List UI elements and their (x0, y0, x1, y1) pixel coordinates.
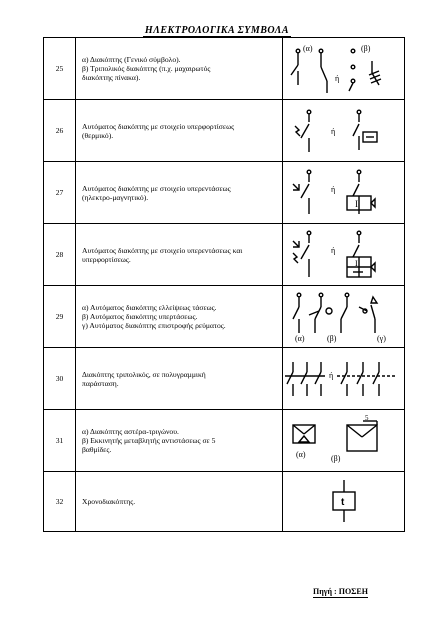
table-row (44, 162, 405, 224)
table-row (44, 286, 405, 348)
table-row (44, 38, 405, 100)
svg-text:ή: ή (330, 245, 335, 255)
svg-text:t: t (340, 496, 344, 508)
table-row (44, 410, 405, 472)
svg-text:I: I (354, 258, 358, 268)
table-row (44, 100, 405, 162)
row-number: 30 (44, 348, 76, 410)
svg-text:5: 5 (364, 413, 368, 422)
row-description: Αυτόματος διακόπτης με στοιχείο υπερφορτίσεως (θερμικό). (76, 100, 283, 162)
row-description: α) Αυτόματος διακόπτης ελλείψεως τάσεως. β) Αυτόματος διακόπτης υπερτάσεως. γ) Αυτόματος διακόπτης επιστροφής ρεύματος. (76, 286, 283, 348)
timer-switch-icon (283, 472, 405, 532)
page-title: ΗΛΕΚΤΡΟΛΟΓΙΚΑ ΣΥΜΒΟΛΑ (43, 24, 391, 38)
svg-text:I: I (354, 198, 358, 209)
row-description: α) Διακόπτης αστέρα-τριγώνου. β) Εκκινητής μεταβλητής αντιστάσεως σε 5 βαθμίδες. (76, 410, 283, 472)
magnetic-thermal-breaker-icon (283, 224, 405, 286)
switch-symbol-icon (283, 38, 405, 100)
svg-text:(β): (β) (360, 43, 370, 53)
svg-text:ή: ή (334, 73, 339, 83)
svg-text:(γ): (γ) (376, 333, 386, 343)
svg-text:(α): (α) (302, 43, 313, 53)
table-row (44, 348, 405, 410)
row-number: 31 (44, 410, 76, 472)
table-row (44, 224, 405, 286)
general-switch-icon (289, 41, 399, 97)
row-number: 27 (44, 162, 76, 224)
source-note: Πηγή : ΠΟΣΕΗ (313, 587, 368, 596)
row-number: 32 (44, 472, 76, 532)
row-number: 25 (44, 38, 76, 100)
svg-text:(β): (β) (330, 453, 340, 463)
magnetic-breaker-icon (283, 162, 405, 224)
three-pole-switch-icon (283, 348, 405, 410)
thermal-breaker-icon (283, 100, 405, 162)
row-description: Διακόπτης τριπολικός, σε πολυγραμμική παράσταση. (76, 348, 283, 410)
svg-text:ή: ή (328, 370, 333, 380)
row-number: 29 (44, 286, 76, 348)
voltage-breaker-icon (283, 286, 405, 348)
row-description: Χρονοδιακόπτης. (76, 472, 283, 532)
row-description: Αυτόματος διακόπτης με στοιχείο υπερεντάσεως και υπερφορτίσεως. (76, 224, 283, 286)
svg-text:ή: ή (330, 126, 335, 136)
row-description: α) Διακόπτης (Γενικό σύμβολο). β) Τριπολικός διακόπτης (π.χ. μαχαιρωτός διακόπτης πίνακα). (76, 38, 283, 100)
symbols-table (43, 37, 405, 532)
row-description: Αυτόματος διακόπτης με στοιχείο υπερεντάσεως (ηλεκτρο-μαγνητικό). (76, 162, 283, 224)
svg-text:(β): (β) (326, 333, 336, 343)
row-number: 26 (44, 100, 76, 162)
svg-text:(α): (α) (295, 449, 306, 459)
row-number: 28 (44, 224, 76, 286)
svg-text:ή: ή (330, 184, 335, 194)
star-delta-starter-icon (283, 410, 405, 472)
svg-text:(α): (α) (294, 333, 305, 343)
table-row (44, 472, 405, 532)
